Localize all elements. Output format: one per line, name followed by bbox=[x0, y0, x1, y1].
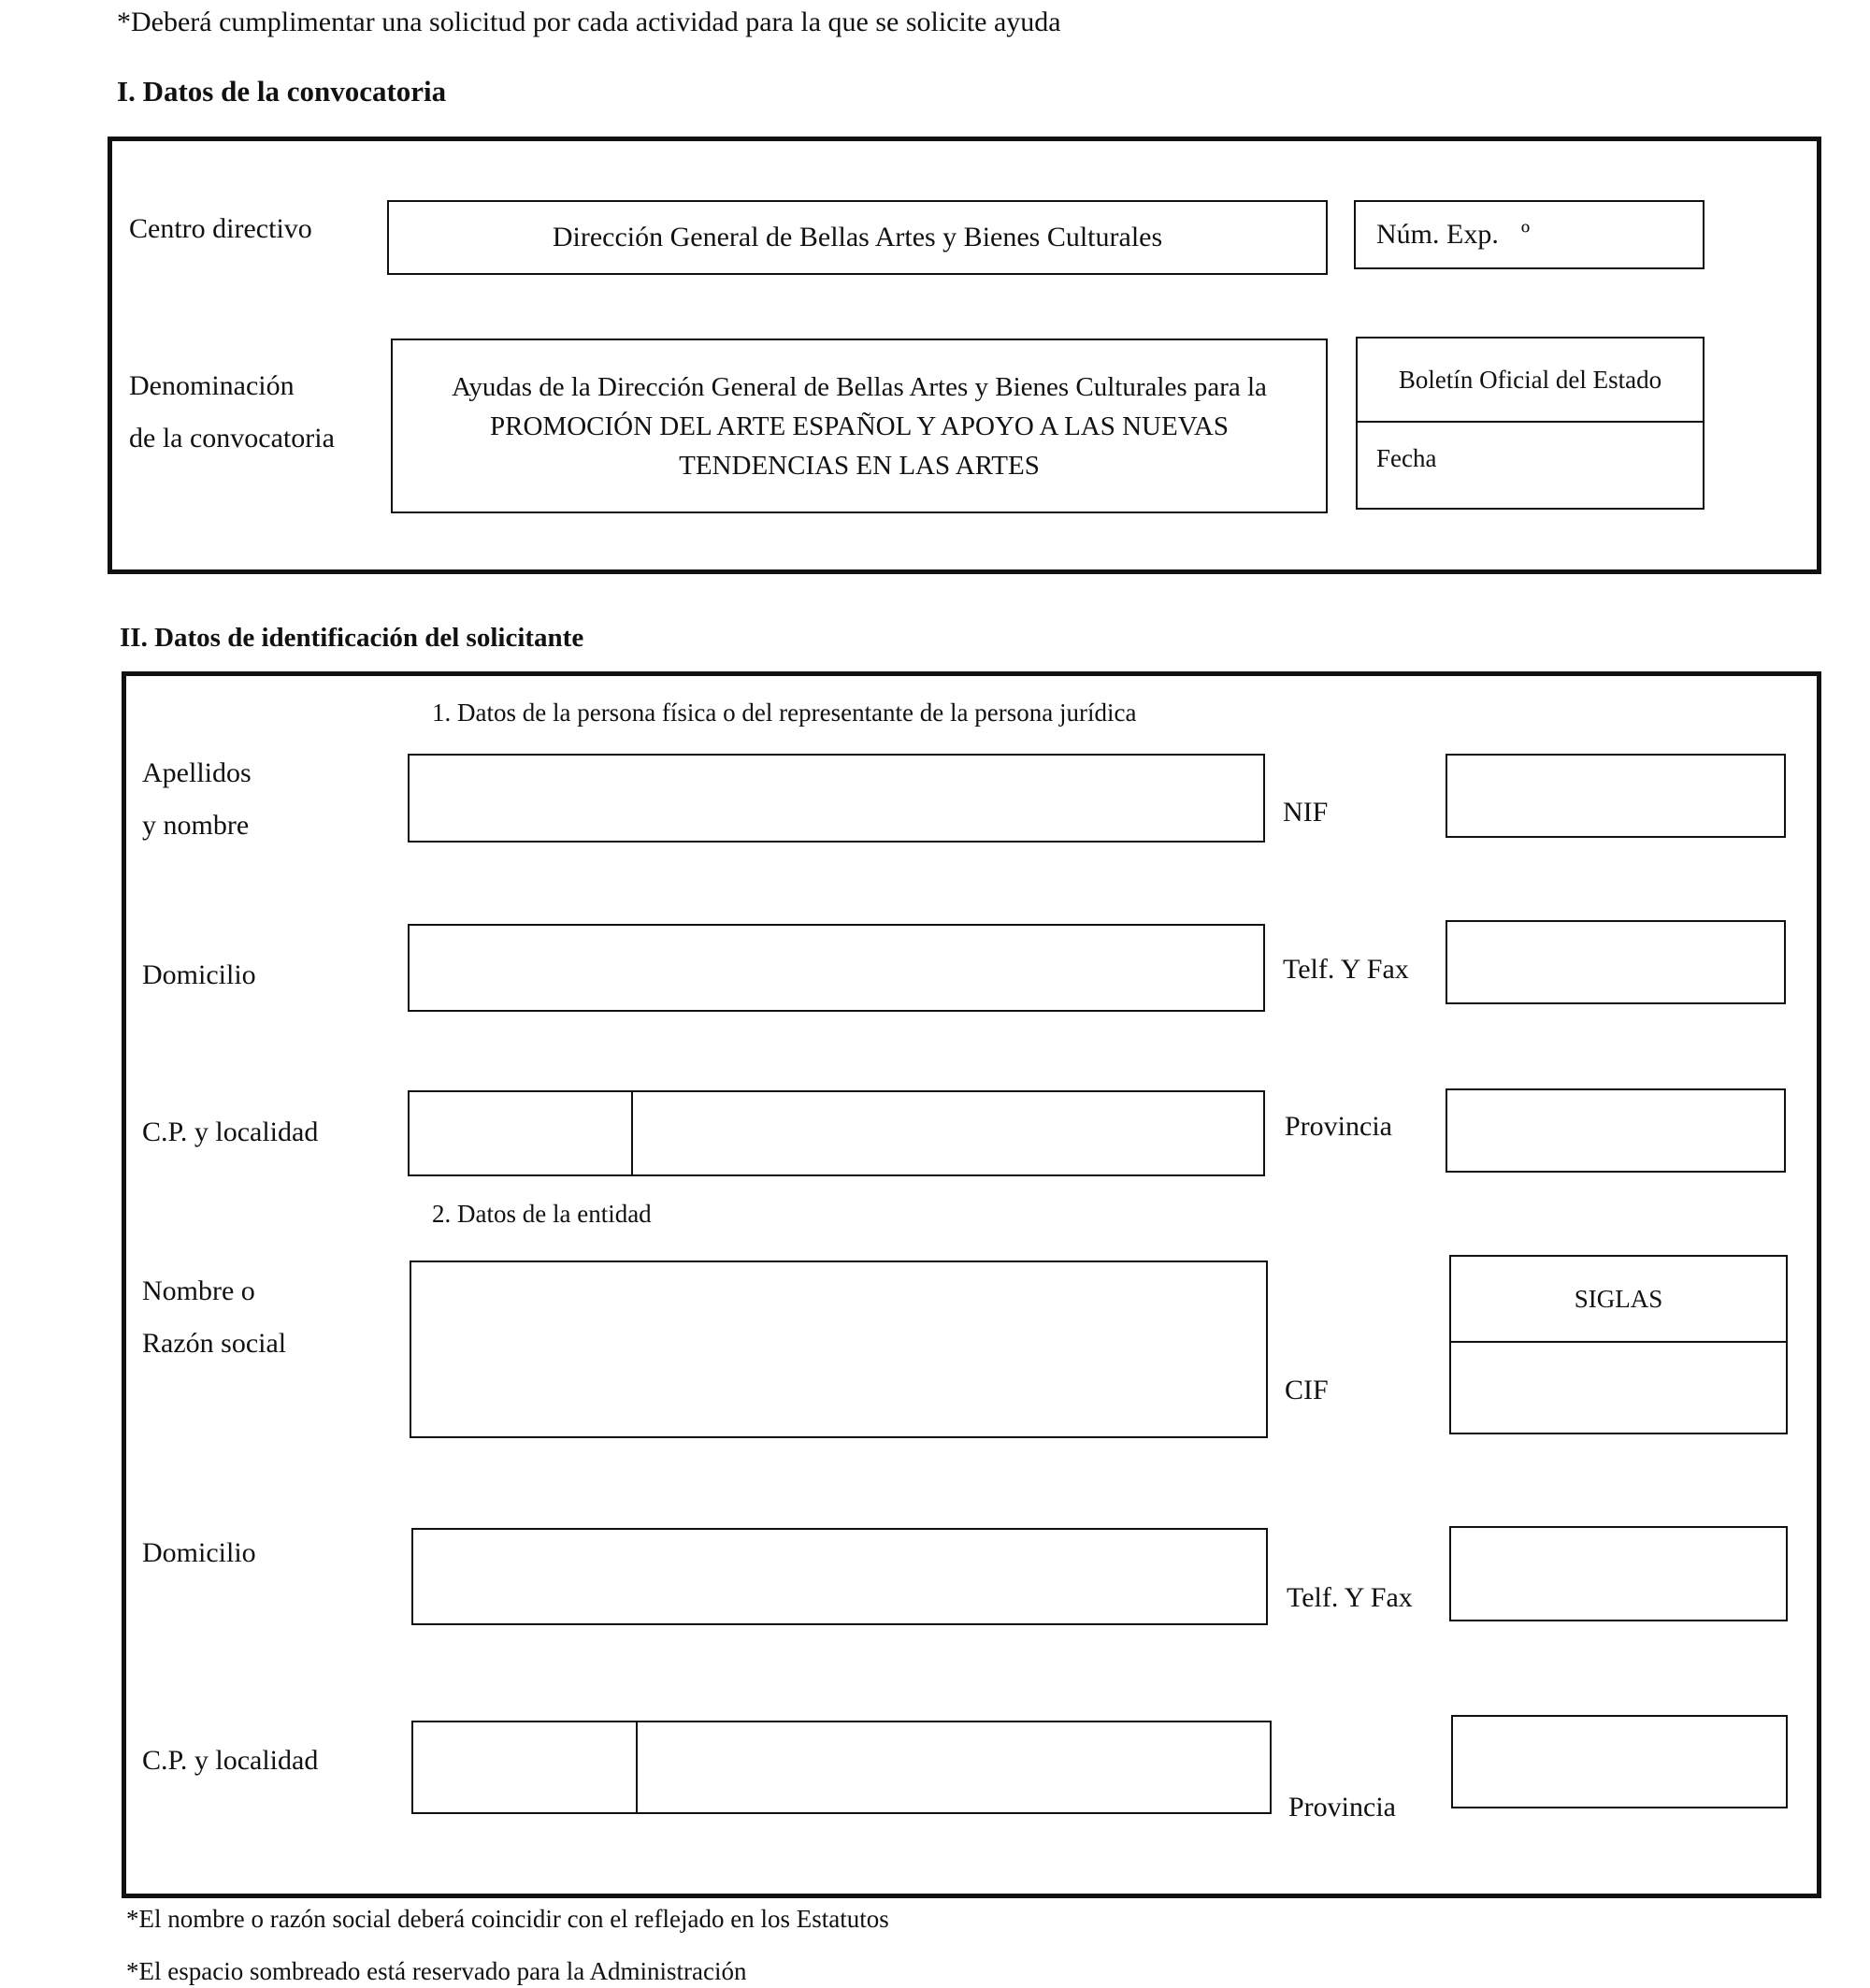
telf-fax-input[interactable] bbox=[1446, 920, 1786, 1004]
denominacion-line-1: Ayudas de la Dirección General de Bellas Artes y Bienes Culturales para la bbox=[452, 371, 1267, 402]
domicilio-input[interactable] bbox=[408, 924, 1265, 1012]
telf-fax2-label: Telf. Y Fax bbox=[1287, 1582, 1413, 1613]
provincia2-input[interactable] bbox=[1451, 1715, 1788, 1808]
subsection1-heading: 1. Datos de la persona física o del representante de la persona jurídica bbox=[432, 699, 1137, 727]
provincia-input[interactable] bbox=[1446, 1088, 1786, 1173]
razon-social-input[interactable] bbox=[410, 1261, 1268, 1438]
telf-fax2-input[interactable] bbox=[1449, 1526, 1788, 1621]
boe-label: Boletín Oficial del Estado bbox=[1398, 366, 1662, 394]
nif-input[interactable] bbox=[1446, 754, 1786, 838]
nif-label: NIF bbox=[1283, 797, 1329, 828]
denominacion-label-1: Denominación bbox=[129, 370, 295, 401]
boe-cell bbox=[1358, 339, 1703, 423]
centro-directivo-field bbox=[387, 200, 1328, 275]
provincia2-label: Provincia bbox=[1288, 1792, 1396, 1822]
apellidos-label-2: y nombre bbox=[142, 810, 250, 841]
section1-heading: I. Datos de la convocatoria bbox=[117, 75, 447, 108]
siglas-box bbox=[1449, 1255, 1788, 1434]
denominacion-label-2: de la convocatoria bbox=[129, 423, 335, 454]
domicilio2-input[interactable] bbox=[411, 1528, 1268, 1625]
telf-fax-label: Telf. Y Fax bbox=[1283, 954, 1409, 985]
domicilio2-label: Domicilio bbox=[142, 1537, 256, 1568]
denominacion-field bbox=[391, 339, 1328, 513]
nombre-label-2: Razón social bbox=[142, 1328, 287, 1359]
boe-box bbox=[1356, 337, 1705, 510]
denominacion-line-3: TENDENCIAS EN LAS ARTES bbox=[679, 450, 1040, 481]
top-note: *Deberá cumplimentar una solicitud por cada actividad para la que se solicite ayuda bbox=[117, 7, 1061, 37]
centro-directivo-label: Centro directivo bbox=[129, 213, 312, 244]
provincia-label: Provincia bbox=[1285, 1111, 1392, 1142]
cp2-input[interactable] bbox=[411, 1721, 639, 1814]
denominacion-line-2: PROMOCIÓN DEL ARTE ESPAÑOL Y APOYO A LAS NUEVAS bbox=[490, 411, 1229, 441]
cp-input[interactable] bbox=[408, 1090, 634, 1176]
localidad2-input[interactable] bbox=[636, 1721, 1272, 1814]
footnote-2: *El espacio sombreado está reservado para la Administración bbox=[126, 1957, 747, 1985]
cif-input[interactable] bbox=[1451, 1343, 1786, 1432]
cp-localidad2-label: C.P. y localidad bbox=[142, 1745, 319, 1776]
apellidos-label-1: Apellidos bbox=[142, 757, 252, 788]
centro-directivo-value: Dirección General de Bellas Artes y Bienes Culturales bbox=[552, 222, 1163, 252]
siglas-label: SIGLAS bbox=[1574, 1285, 1663, 1313]
section2-heading: II. Datos de identificación del solicitante bbox=[120, 623, 584, 653]
localidad-input[interactable] bbox=[631, 1090, 1265, 1176]
subsection2-heading: 2. Datos de la entidad bbox=[432, 1200, 652, 1228]
num-exp-field bbox=[1354, 200, 1705, 269]
fecha-label: Fecha bbox=[1376, 444, 1437, 472]
cif-label: CIF bbox=[1285, 1375, 1329, 1405]
cp-localidad-label: C.P. y localidad bbox=[142, 1116, 319, 1147]
nombre-label-1: Nombre o bbox=[142, 1275, 255, 1306]
num-exp-value: º bbox=[1520, 219, 1531, 250]
footnote-1: *El nombre o razón social deberá coincidir con el reflejado en los Estatutos bbox=[126, 1905, 889, 1933]
apellidos-input[interactable] bbox=[408, 754, 1265, 843]
domicilio-label: Domicilio bbox=[142, 959, 256, 990]
num-exp-label: Núm. Exp. bbox=[1376, 219, 1499, 250]
siglas-cell bbox=[1451, 1257, 1786, 1343]
